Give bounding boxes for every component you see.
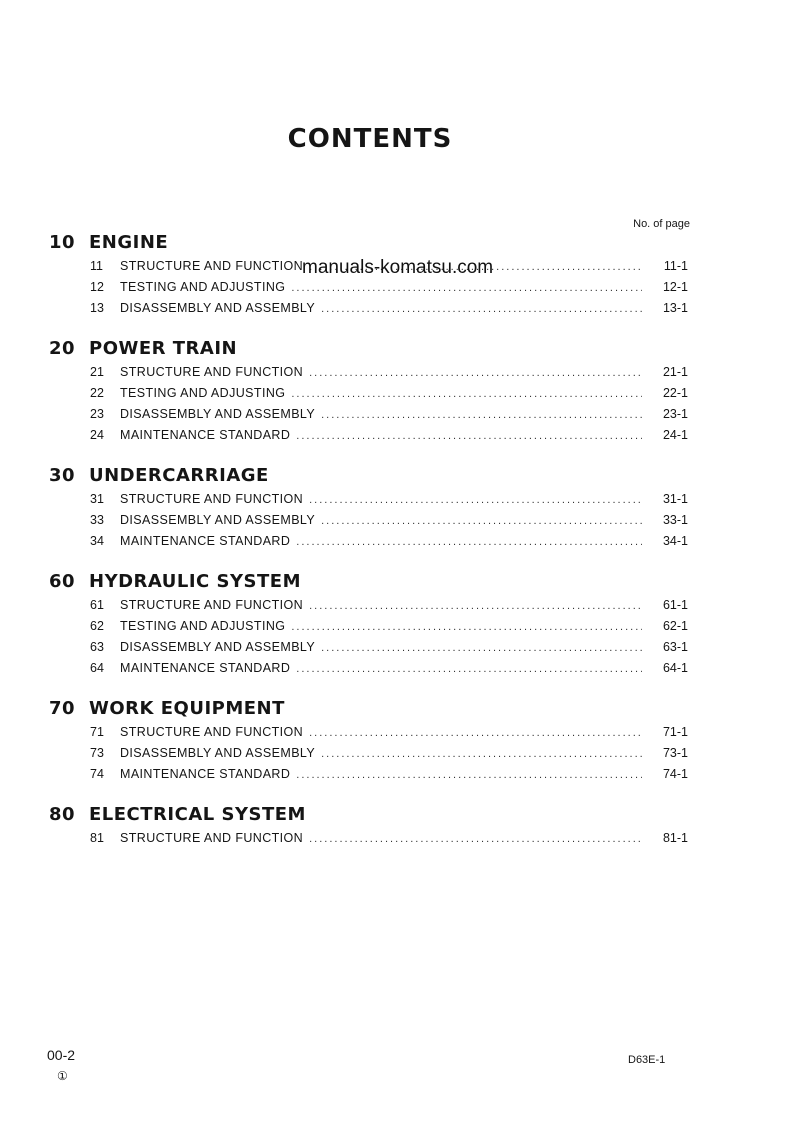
entry-number: 34 bbox=[90, 534, 104, 548]
entry-title: STRUCTURE AND FUNCTION bbox=[120, 365, 304, 379]
dot-leader bbox=[321, 748, 642, 760]
entry-number: 13 bbox=[90, 301, 104, 315]
chapter-number: 60 bbox=[49, 571, 76, 592]
chapter-number: 70 bbox=[49, 698, 76, 719]
entry-number: 73 bbox=[90, 746, 104, 760]
dot-leader bbox=[321, 409, 642, 421]
dot-leader bbox=[309, 367, 642, 379]
chapter-number: 30 bbox=[49, 465, 76, 486]
entry-page: 13-1 bbox=[662, 301, 688, 315]
entry-title: DISASSEMBLY AND ASSEMBLY bbox=[120, 746, 316, 760]
entry-number: 61 bbox=[90, 598, 104, 612]
entry-page: 24-1 bbox=[662, 428, 688, 442]
toc-entry[interactable] bbox=[88, 746, 688, 764]
entry-number: 31 bbox=[90, 492, 104, 506]
toc-entry[interactable] bbox=[88, 492, 688, 510]
toc-entry[interactable] bbox=[88, 725, 688, 743]
entry-title: DISASSEMBLY AND ASSEMBLY bbox=[120, 640, 316, 654]
entry-number: 71 bbox=[90, 725, 104, 739]
chapter-heading bbox=[49, 465, 269, 486]
chapter-heading bbox=[49, 232, 168, 253]
entry-number: 23 bbox=[90, 407, 104, 421]
entry-page: 12-1 bbox=[662, 280, 688, 294]
dot-leader bbox=[291, 388, 642, 400]
chapter-name: ENGINE bbox=[89, 232, 169, 253]
toc-entry[interactable] bbox=[88, 365, 688, 383]
entry-number: 64 bbox=[90, 661, 104, 675]
entry-page: 11-1 bbox=[663, 259, 688, 273]
chapter-heading bbox=[49, 571, 301, 592]
entry-title: MAINTENANCE STANDARD bbox=[120, 661, 291, 675]
entry-number: 33 bbox=[90, 513, 104, 527]
entry-page: 71-1 bbox=[662, 725, 688, 739]
chapter-number: 80 bbox=[49, 804, 76, 825]
dot-leader bbox=[321, 303, 642, 315]
entry-page: 23-1 bbox=[662, 407, 688, 421]
entry-number: 63 bbox=[90, 640, 104, 654]
entry-title: TESTING AND ADJUSTING bbox=[120, 386, 286, 400]
entry-page: 81-1 bbox=[662, 831, 688, 845]
dot-leader bbox=[296, 663, 642, 675]
entry-title: STRUCTURE AND FUNCTION bbox=[120, 492, 304, 506]
chapter-name: WORK EQUIPMENT bbox=[89, 698, 285, 719]
entry-title: DISASSEMBLY AND ASSEMBLY bbox=[120, 513, 316, 527]
entry-title: STRUCTURE AND FUNCTION bbox=[120, 598, 304, 612]
entry-page: 62-1 bbox=[662, 619, 688, 633]
toc-entry[interactable] bbox=[88, 661, 688, 679]
chapter-heading bbox=[49, 698, 285, 719]
chapter-name: HYDRAULIC SYSTEM bbox=[89, 571, 301, 592]
entry-page: 73-1 bbox=[662, 746, 688, 760]
footer-model: D63E-1 bbox=[628, 1054, 666, 1066]
entry-number: 81 bbox=[90, 831, 104, 845]
toc-entry[interactable] bbox=[88, 534, 688, 552]
toc-entry[interactable] bbox=[88, 767, 688, 785]
entry-page: 74-1 bbox=[662, 767, 688, 781]
entry-title: TESTING AND ADJUSTING bbox=[120, 619, 286, 633]
entry-number: 24 bbox=[90, 428, 104, 442]
dot-leader bbox=[309, 833, 642, 845]
entry-page: 63-1 bbox=[662, 640, 688, 654]
chapter-name: UNDERCARRIAGE bbox=[89, 465, 269, 486]
entry-page: 31-1 bbox=[662, 492, 688, 506]
toc-entry[interactable] bbox=[88, 407, 688, 425]
entry-page: 64-1 bbox=[662, 661, 688, 675]
entry-title: TESTING AND ADJUSTING bbox=[120, 280, 286, 294]
toc-entry[interactable] bbox=[88, 301, 688, 319]
entry-page: 34-1 bbox=[662, 534, 688, 548]
entry-title: STRUCTURE AND FUNCTION bbox=[120, 725, 304, 739]
chapter-heading bbox=[49, 804, 306, 825]
toc-entry[interactable] bbox=[88, 619, 688, 637]
entry-number: 74 bbox=[90, 767, 104, 781]
chapter-name: ELECTRICAL SYSTEM bbox=[89, 804, 306, 825]
toc-entry[interactable] bbox=[88, 640, 688, 658]
dot-leader bbox=[309, 727, 642, 739]
entry-page: 33-1 bbox=[662, 513, 688, 527]
entry-title: STRUCTURE AND FUNCTION bbox=[120, 831, 304, 845]
dot-leader bbox=[291, 621, 642, 633]
dot-leader bbox=[309, 600, 642, 612]
entry-number: 62 bbox=[90, 619, 104, 633]
dot-leader bbox=[296, 430, 642, 442]
toc-entry[interactable] bbox=[88, 428, 688, 446]
entry-number: 11 bbox=[90, 259, 103, 273]
dot-leader bbox=[321, 515, 642, 527]
dot-leader bbox=[309, 494, 642, 506]
dot-leader bbox=[321, 642, 642, 654]
chapter-name: POWER TRAIN bbox=[89, 338, 238, 359]
revision-mark: ① bbox=[57, 1069, 68, 1083]
entry-title: STRUCTURE AND FUNCTION bbox=[120, 259, 304, 273]
footer-page-number: 00-2 bbox=[47, 1047, 76, 1063]
entry-number: 21 bbox=[90, 365, 104, 379]
toc-entry[interactable] bbox=[88, 386, 688, 404]
toc-entry[interactable] bbox=[88, 831, 688, 849]
entry-title: DISASSEMBLY AND ASSEMBLY bbox=[120, 301, 316, 315]
toc-entry[interactable] bbox=[88, 513, 688, 531]
chapter-heading bbox=[49, 338, 237, 359]
toc-entry[interactable] bbox=[88, 598, 688, 616]
watermark-link[interactable]: manuals-komatsu.com bbox=[302, 257, 494, 278]
page-column-header: No. of page bbox=[633, 218, 690, 230]
chapter-number: 20 bbox=[49, 338, 76, 359]
entry-title: MAINTENANCE STANDARD bbox=[120, 767, 291, 781]
dot-leader bbox=[296, 536, 642, 548]
chapter-number: 10 bbox=[49, 232, 76, 253]
entry-title: DISASSEMBLY AND ASSEMBLY bbox=[120, 407, 316, 421]
dot-leader bbox=[291, 282, 642, 294]
entry-title: MAINTENANCE STANDARD bbox=[120, 534, 291, 548]
entry-number: 12 bbox=[90, 280, 104, 294]
toc-entry[interactable] bbox=[88, 280, 688, 298]
dot-leader bbox=[296, 769, 642, 781]
page-title: CONTENTS bbox=[287, 124, 453, 154]
entry-page: 61-1 bbox=[662, 598, 688, 612]
entry-title: MAINTENANCE STANDARD bbox=[120, 428, 291, 442]
entry-number: 22 bbox=[90, 386, 104, 400]
entry-page: 21-1 bbox=[662, 365, 688, 379]
entry-page: 22-1 bbox=[662, 386, 688, 400]
